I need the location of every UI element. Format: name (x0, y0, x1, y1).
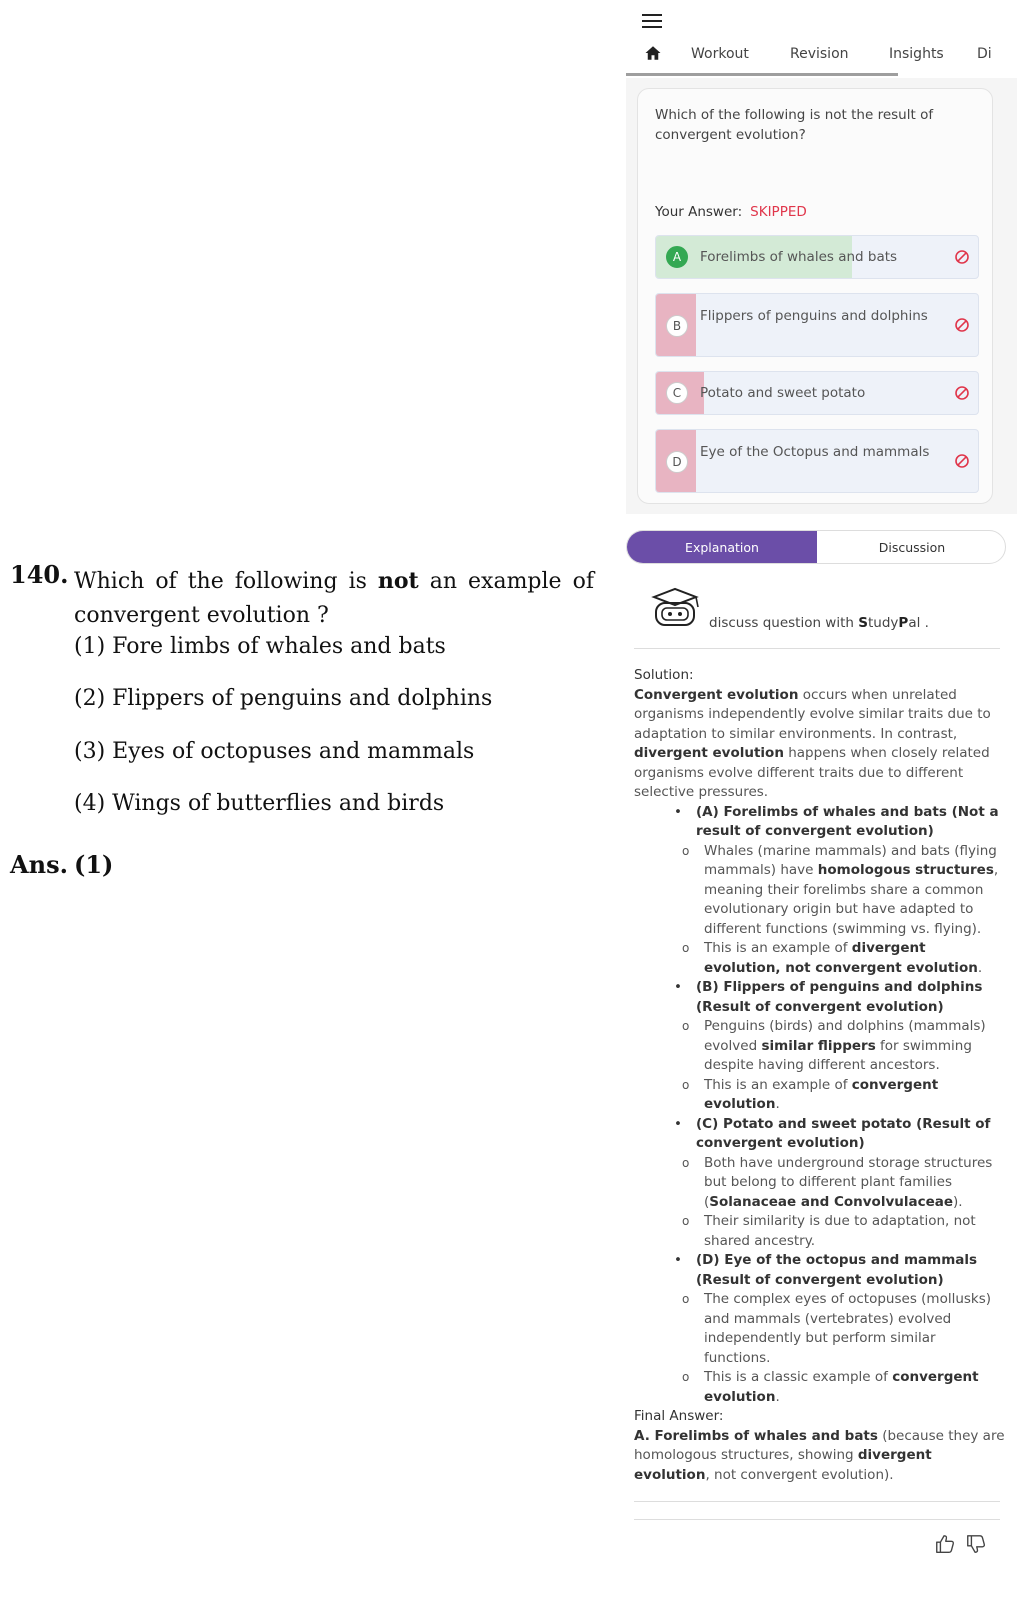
option-b[interactable] (655, 293, 979, 357)
tab-workout[interactable]: Workout (691, 46, 749, 62)
studypal-prompt[interactable] (646, 585, 1006, 645)
your-answer-label: Your Answer: (655, 204, 743, 220)
sub-b-2: o This is an example of convergent evolution. (634, 1076, 1006, 1115)
question-number: 140. (10, 560, 69, 589)
home-icon[interactable] (644, 44, 662, 62)
solution-text (634, 666, 1006, 1485)
printed-option-2: (2) Flippers of penguins and dolphins (74, 686, 493, 711)
option-c-text: Potato and sweet potato (700, 385, 866, 401)
ban-icon (954, 317, 970, 333)
question-card (637, 88, 993, 504)
sub-b-1: o Penguins (birds) and dolphins (mammals) evolved similar flippers for swimming despite having different ancestors. (634, 1017, 1006, 1076)
question-line-2: convergent evolution ? (74, 603, 329, 628)
printed-option-4: (4) Wings of butterflies and birds (74, 791, 445, 816)
sub-a-1: o Whales (marine mammals) and bats (flying mammals) have homologous structures, meaning their forelimbs share a common evolutionary origin but have adapted to different functions (swimming vs. flying). (634, 842, 1006, 940)
bullet-b: • (B) Flippers of penguins and dolphins (Result of convergent evolution) (634, 978, 1006, 1017)
final-answer-title: Final Answer: (634, 1408, 724, 1424)
option-b-letter: B (666, 315, 688, 337)
your-answer-status: SKIPPED (750, 204, 807, 220)
ban-icon (954, 249, 970, 265)
explanation-discussion-toggle (626, 530, 1006, 564)
solution-intro: Convergent evolution occurs when unrelated organisms independently evolve similar traits due to adaptation to similar environments. In contrast, divergent evolution happens when closely related organisms evolve different traits due to different selective pressures. (634, 686, 991, 800)
word: following (234, 569, 338, 594)
printed-option-1: (1) Fore limbs of whales and bats (74, 634, 446, 659)
sub-c-2: o Their similarity is due to adaptation, not shared ancestry. (634, 1212, 1006, 1251)
word-not: not (377, 568, 419, 594)
sub-d-1: o The complex eyes of octopuses (mollusks) and mammals (vertebrates) evolved independently but perform similar functions. (634, 1290, 1006, 1368)
tab-scroll-indicator (626, 73, 898, 76)
word: is (348, 569, 367, 594)
word: an (429, 569, 458, 594)
option-a[interactable] (655, 235, 979, 279)
word: Which (74, 569, 145, 594)
answer-label: Ans. (10, 850, 68, 879)
tab-truncated[interactable]: Di (977, 46, 992, 62)
printed-option-3: (3) Eyes of octopuses and mammals (74, 739, 475, 764)
tab-bar (626, 40, 1017, 76)
question-line-1 (74, 560, 594, 603)
option-d-text: Eye of the Octopus and mammals (700, 444, 930, 460)
question-text: Which of the following is not the result of convergent evolution? (655, 107, 934, 143)
your-answer (655, 204, 807, 220)
hamburger-menu-icon[interactable] (642, 14, 662, 30)
option-c[interactable] (655, 371, 979, 415)
ban-icon (954, 385, 970, 401)
bullet-d: • (D) Eye of the octopus and mammals (Result of convergent evolution) (634, 1251, 1006, 1290)
thumbs-up-icon[interactable] (934, 1533, 956, 1555)
ban-icon (954, 453, 970, 469)
sub-a-2: o This is an example of divergent evolution, not convergent evolution. (634, 939, 1006, 978)
tab-explanation[interactable]: Explanation (627, 531, 817, 564)
word: example (468, 569, 562, 594)
solution-title: Solution: (634, 667, 694, 683)
studypal-text: discuss question with StudyPal . (709, 615, 929, 631)
tab-discussion[interactable]: Discussion (878, 540, 946, 555)
bullet-a: • (A) Forelimbs of whales and bats (Not a result of convergent evolution) (634, 803, 1006, 842)
option-d-letter: D (666, 451, 688, 473)
app-panel (626, 0, 1017, 1608)
thumbs-down-icon[interactable] (965, 1533, 987, 1555)
option-a-text: Forelimbs of whales and bats (700, 249, 898, 265)
option-c-letter: C (666, 382, 688, 404)
word: the (187, 569, 224, 594)
sub-c-1: o Both have underground storage structures but belong to different plant families (Solanaceae and Convolvulaceae). (634, 1154, 1006, 1213)
divider (634, 1519, 1000, 1520)
option-b-text: Flippers of penguins and dolphins (700, 308, 928, 324)
final-answer: A. Forelimbs of whales and bats (because they are homologous structures, showing divergent evolution, not convergent evolution). (634, 1427, 1005, 1483)
sub-d-2: o This is a classic example of convergent evolution. (634, 1368, 1006, 1407)
option-d[interactable] (655, 429, 979, 493)
tab-insights[interactable]: Insights (889, 46, 944, 62)
bullet-c: • (C) Potato and sweet potato (Result of convergent evolution) (634, 1115, 1006, 1154)
divider (634, 1501, 1000, 1502)
studypal-robot-icon (646, 585, 704, 629)
divider (634, 648, 1000, 649)
word: of (572, 569, 594, 594)
word: of (155, 569, 177, 594)
answer-value: (1) (74, 850, 114, 879)
tab-revision[interactable]: Revision (790, 46, 849, 62)
option-a-letter: A (666, 246, 688, 268)
